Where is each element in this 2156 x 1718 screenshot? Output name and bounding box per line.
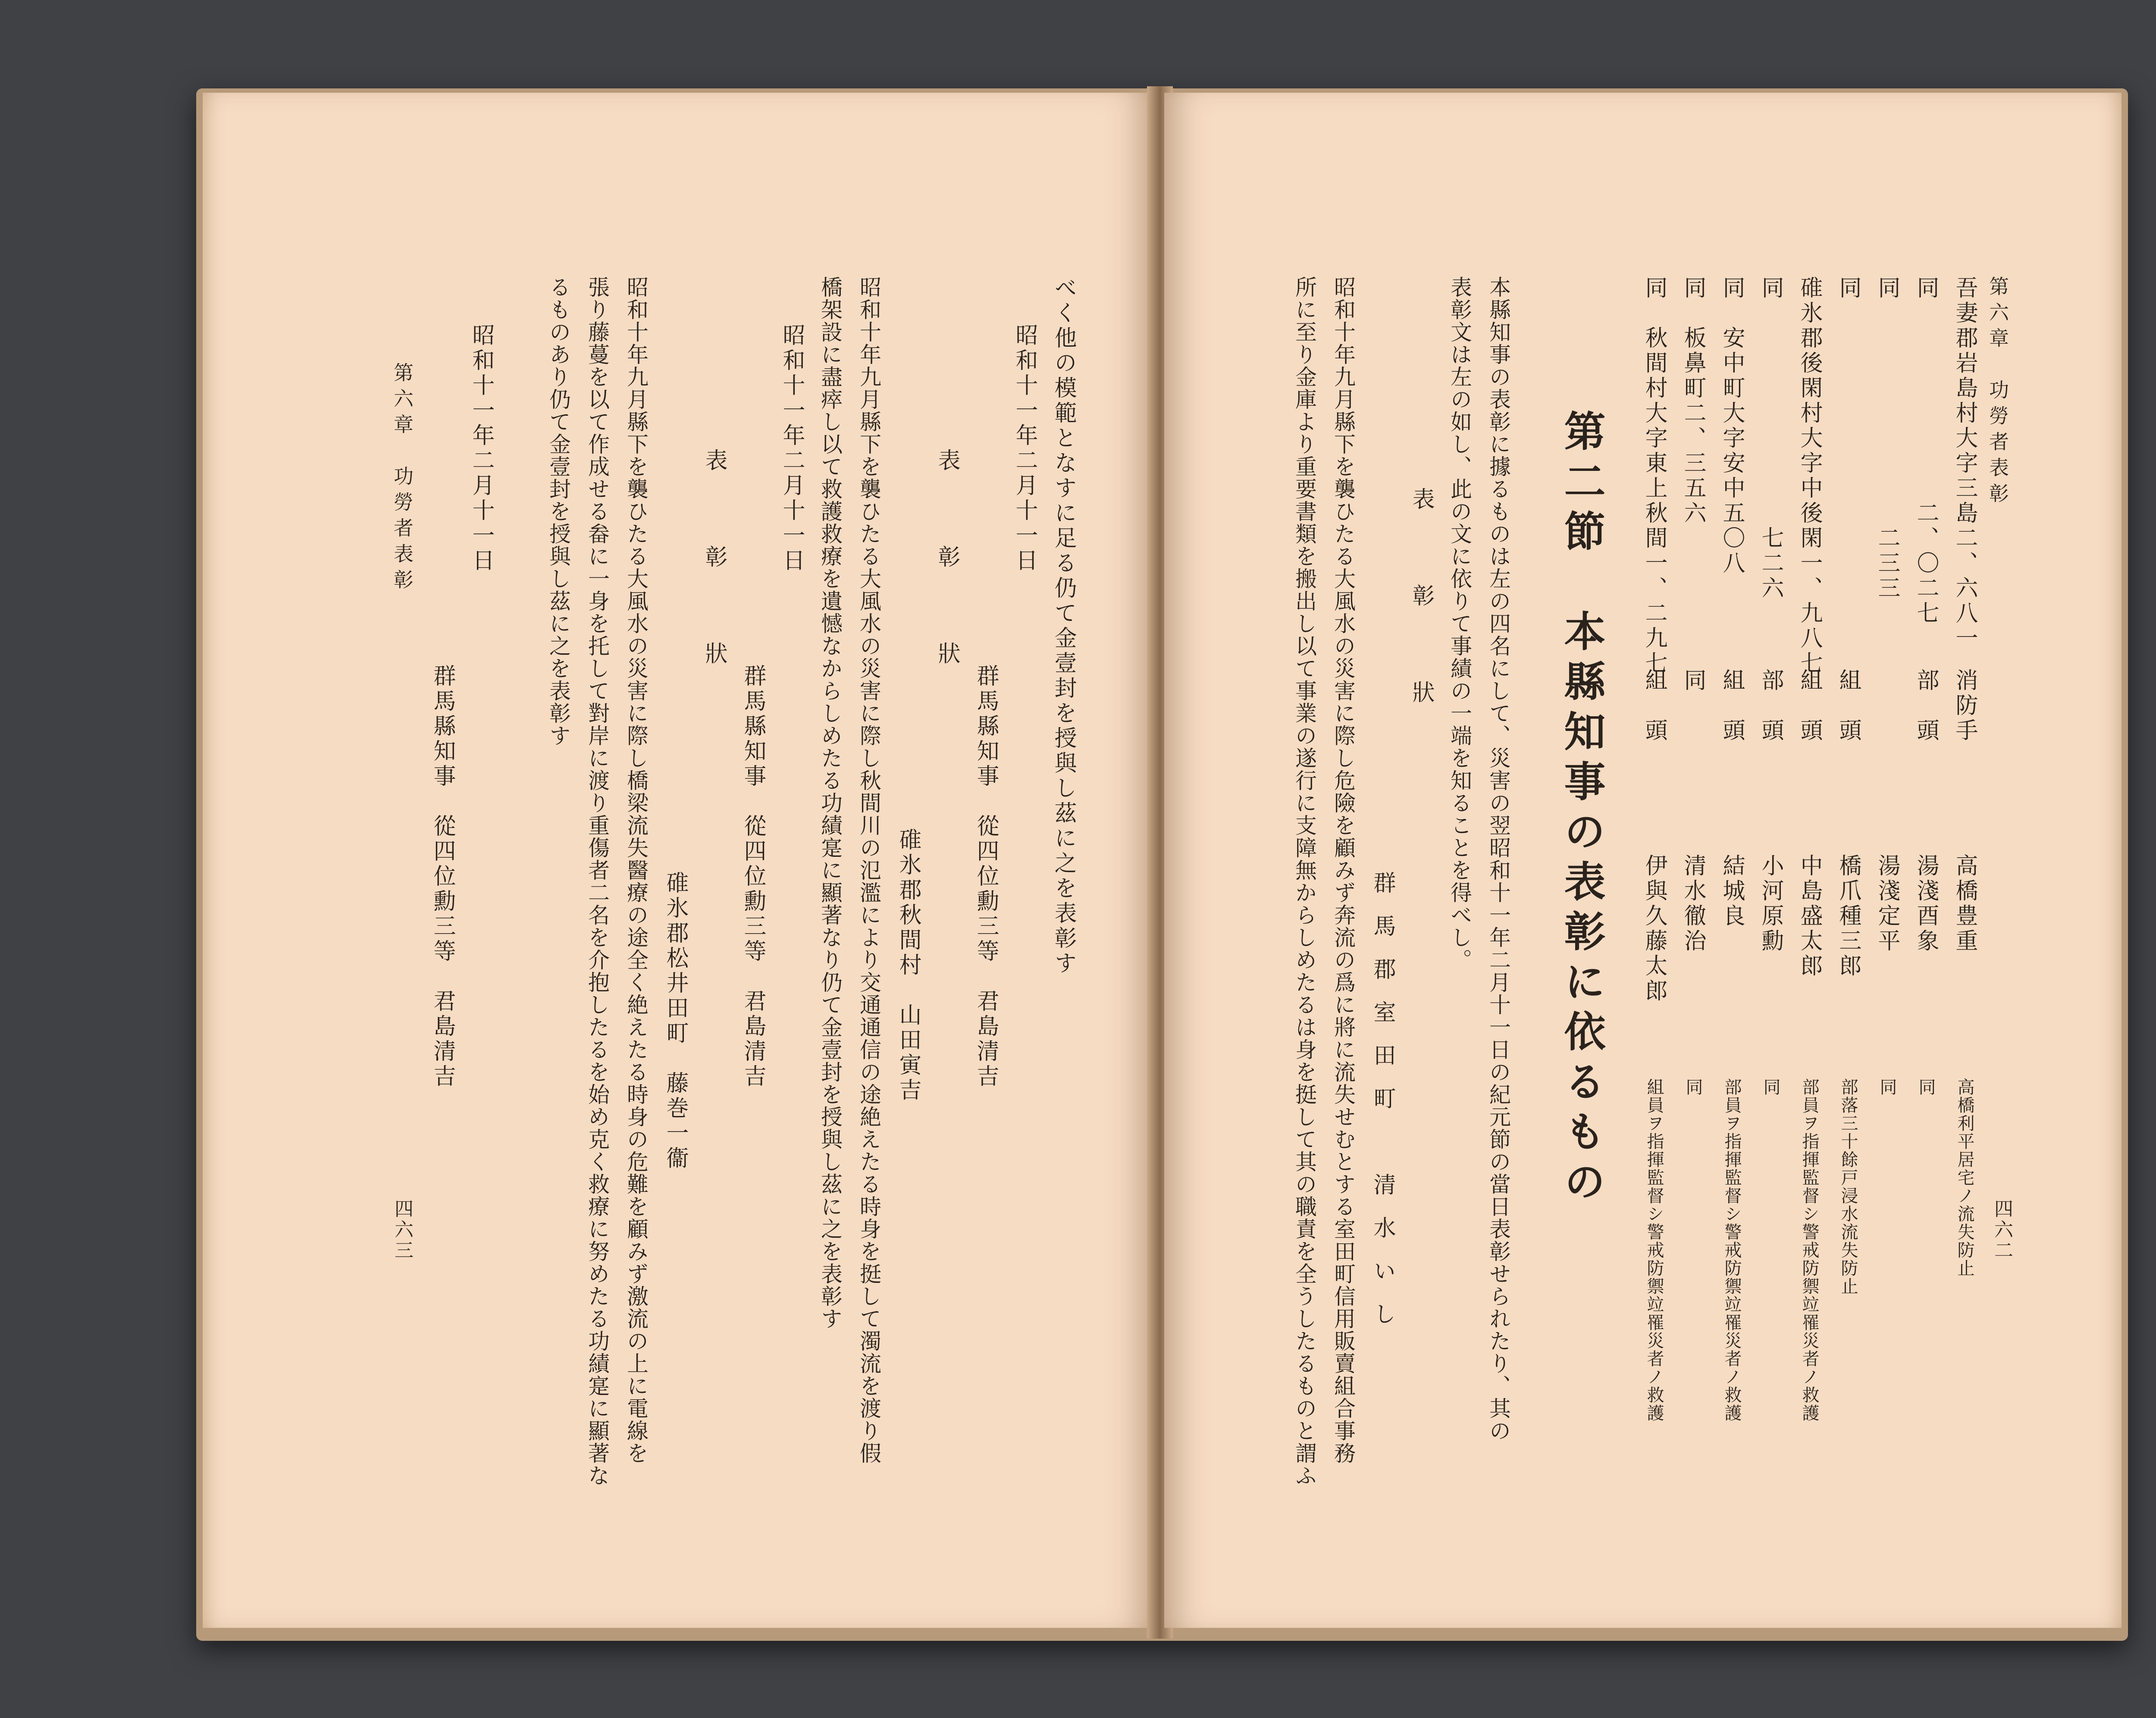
roster-role: 組 頭: [1641, 668, 1667, 743]
roster-note: 同: [1877, 1078, 1897, 1096]
roster-address: 同 七二六: [1758, 276, 1783, 601]
citation-body-line: 所に至り金庫より重要書類を搬出し以て事業の遂行に支障無からしめたるは身を挺して其の職責を全うしたるものと謂ふ: [1292, 276, 1317, 1487]
roster-name: 中島盛太郎: [1796, 854, 1822, 979]
roster-role: 組 頭: [1835, 668, 1861, 743]
award-body-line: 橋架設に盡瘁し以て救護救療を遺憾なからしめたる功績寔に顯著なり仍て金壹封を授與し茲に之を表彰す: [818, 276, 843, 1330]
award-title: 表 彰 狀: [701, 448, 727, 690]
roster-address: 同 二、〇二七: [1913, 276, 1939, 626]
roster-address: 吾妻郡岩島村大字三島二、六八一: [1952, 276, 1977, 651]
award-body-line: るものあり仍て金壹封を授與し茲に之を表彰す: [546, 276, 571, 747]
roster-address: 同 安中町大字安中五〇八: [1719, 276, 1745, 576]
left-page-number: 四六三: [391, 1199, 413, 1261]
roster-name: 清水徹治: [1680, 854, 1706, 954]
award-body-line: 昭和十年九月縣下を襲ひたる大風水の災害に際し秋間川の氾濫により交通通信の途絶えたる時身を挺して濁流を渡り假: [856, 276, 881, 1464]
roster-role: 部 頭: [1758, 668, 1783, 743]
section-heading: 第二節 本縣知事の表彰に依るもの: [1557, 410, 1606, 1210]
award-body-line: 昭和十年九月縣下を襲ひたる大風水の災害に際し橋梁流失醫療の途全く絶えたる時身の危難を顧みず激流の上に電線を: [624, 276, 649, 1464]
roster-role: 部 頭: [1913, 668, 1939, 743]
intro-line: 表彰文は左の如し、此の文に依りて事績の一端を知ることを得べし。: [1447, 276, 1472, 971]
roster-note: 部員ヲ指揮監督シ警戒防禦竝罹災者ノ救護: [1799, 1078, 1819, 1422]
roster-role: 組 頭: [1796, 668, 1822, 743]
roster-note: 同: [1761, 1078, 1780, 1096]
right-running-head: 第六章 功勞者表彰: [1986, 276, 2009, 509]
roster-note: 同: [1916, 1078, 1936, 1096]
roster-address: 同 二三三: [1874, 276, 1900, 601]
roster-name: 伊與久藤太郎: [1641, 854, 1667, 1004]
citation-title: 表 彰 狀: [1408, 487, 1434, 729]
roster-role: 消防手: [1952, 668, 1977, 743]
roster-address: 同: [1835, 276, 1861, 301]
award-date: 昭和十一年二月十一日: [1012, 323, 1037, 574]
roster-address: 同 板鼻町二、三五六: [1680, 276, 1706, 526]
intro-line: 本縣知事の表彰に據るものは左の四名にして、災害の翌昭和十一年二月十一日の紀元節の當日表彰せられたり、其の: [1486, 276, 1511, 1442]
roster-role: 組 頭: [1719, 668, 1745, 743]
roster-role: 同: [1680, 668, 1706, 693]
award-recipient: 碓氷郡松井田町 藤巻一衞: [662, 871, 688, 1171]
roster-address: 同 秋間村大字東上秋間一、二九七: [1641, 276, 1667, 676]
roster-name: 湯淺酉象: [1913, 854, 1939, 954]
roster-note: 部落三十餘戸浸水流失防止: [1838, 1078, 1858, 1295]
left-running-head: 第六章 功勞者表彰: [391, 362, 414, 595]
award-governor: 群馬縣知事 從四位勳三等 君島清吉: [973, 664, 999, 1089]
award-date: 昭和十一年二月十一日: [779, 323, 805, 574]
citation-recipient: 群馬郡室田町 清水いし: [1369, 871, 1395, 1345]
roster-note: 部員ヲ指揮監督シ警戒防禦竝罹災者ノ救護: [1722, 1078, 1742, 1422]
roster-name: 小河原勳: [1758, 854, 1783, 954]
award-title: 表 彰 狀: [934, 448, 960, 690]
left-page: [203, 93, 1151, 1628]
roster-note: 組員ヲ指揮監督シ警戒防禦竝罹災者ノ救護: [1644, 1078, 1664, 1422]
roster-note: 同: [1683, 1078, 1703, 1096]
roster-name: 結城良: [1719, 854, 1745, 929]
citation-body-line: 昭和十年九月縣下を襲ひたる大風水の災害に際し危險を顧みず奔流の爲に將に流失せむとする室田町信用販賣組合事務: [1331, 276, 1356, 1464]
continuation-line: べく他の模範となすに足る仍て金壹封を授與し茲に之を表彰す: [1050, 276, 1076, 976]
award-body-line: 張り藤蔓を以て作成せる畚に一身を托して對岸に渡り重傷者二名を介抱したるを始め克く救療に努めたる功績寔に顯著な: [585, 276, 610, 1487]
roster-name: 橋爪種三郎: [1835, 854, 1861, 979]
roster-name: 湯淺定平: [1874, 854, 1900, 954]
award-governor: 群馬縣知事 從四位勳三等 君島清吉: [740, 664, 766, 1089]
right-page-number: 四六二: [1991, 1199, 2013, 1261]
roster-address: 碓氷郡後閑村大字中後閑一、九八七: [1796, 276, 1822, 676]
award-recipient: 碓氷郡秋間村 山田寅吉: [895, 828, 921, 1103]
roster-note: 高橋利平居宅ノ流失防止: [1955, 1078, 1974, 1277]
closing-governor: 群馬縣知事 從四位勳三等 君島清吉: [429, 664, 455, 1089]
roster-name: 高橋豊重: [1952, 854, 1977, 954]
closing-date: 昭和十一年二月十一日: [468, 323, 494, 574]
